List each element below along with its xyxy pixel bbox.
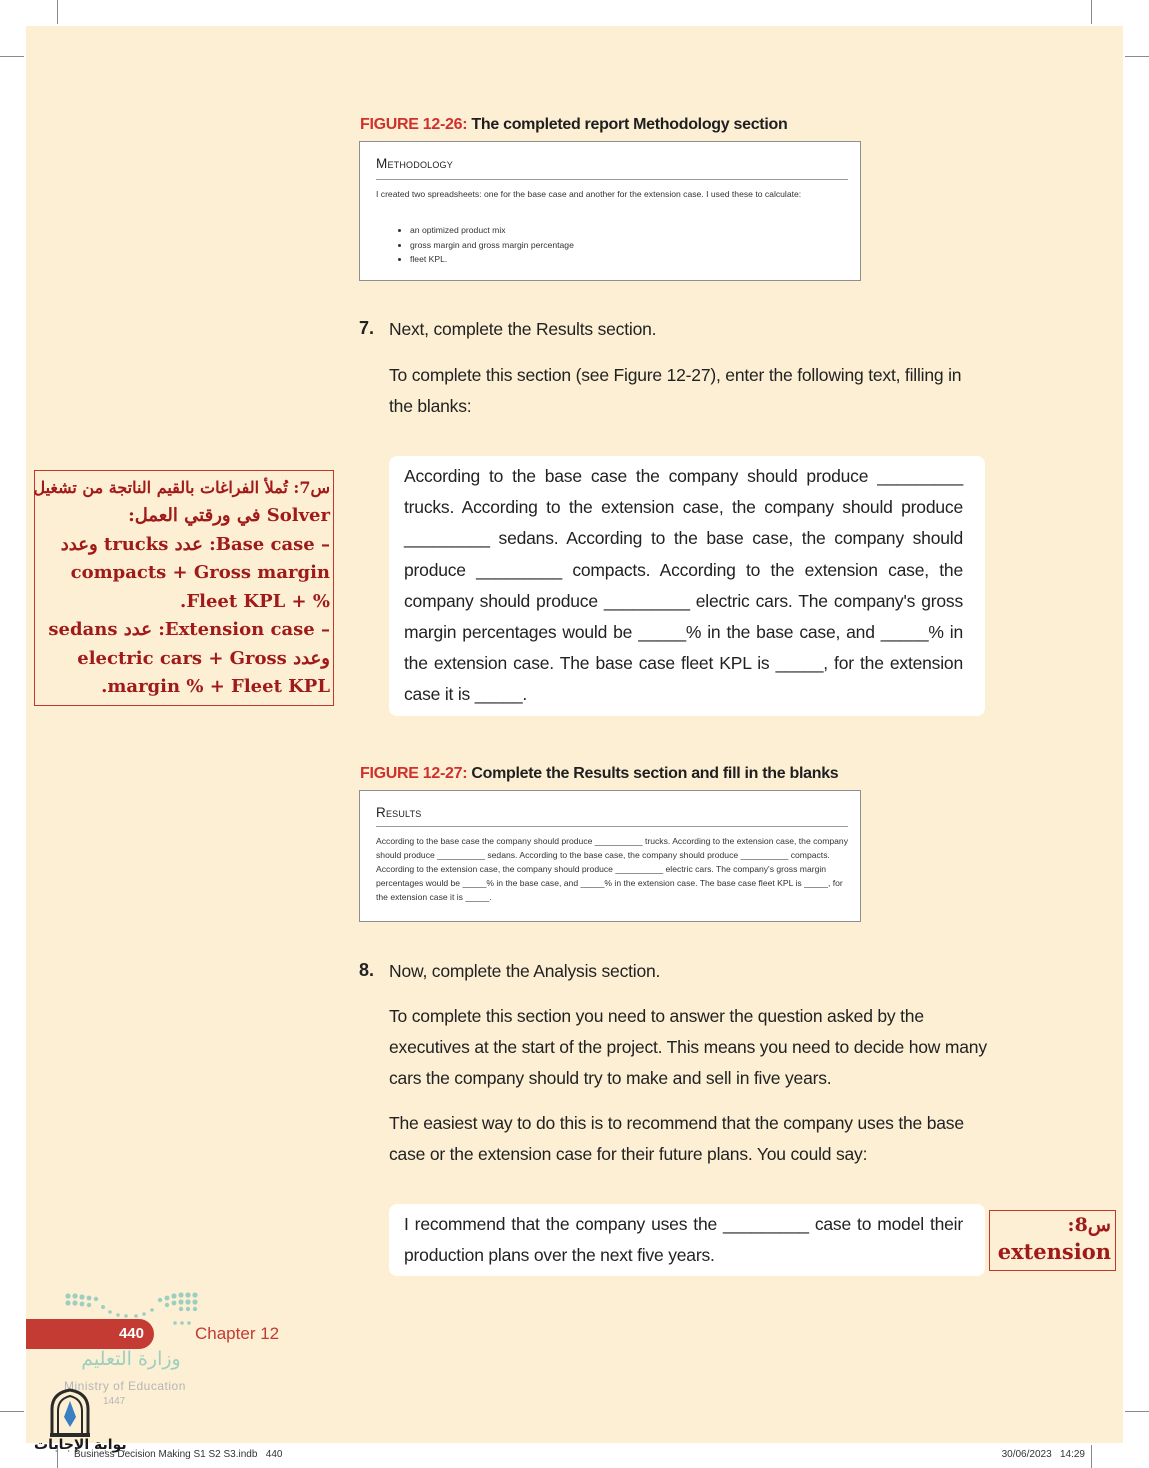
annotation-line: compacts + Gross margin bbox=[70, 562, 330, 583]
ministry-arabic-name: وزارة التعليم bbox=[81, 1348, 181, 1370]
figure-26-number: FIGURE 12-26: bbox=[360, 116, 468, 133]
ministry-year: 1447 bbox=[103, 1396, 126, 1407]
chapter-label: Chapter 12 bbox=[195, 1324, 280, 1343]
methodology-title: Methodology bbox=[376, 156, 453, 171]
annotation-line: Solver في ورقتي العمل: bbox=[128, 505, 330, 526]
ministry-english-name: Ministry of Education bbox=[64, 1379, 186, 1393]
results-figure bbox=[359, 790, 861, 922]
step-8-number: 8. bbox=[359, 960, 375, 980]
annotation-line: – Base case: عدد trucks وعدد bbox=[60, 533, 330, 555]
methodology-intro: I created two spreadsheets: one for the base case and another for the extension case. I used these to calculate: bbox=[376, 189, 802, 199]
crop-mark bbox=[1091, 0, 1092, 24]
crop-mark bbox=[1091, 1445, 1092, 1468]
annotation-line: % + Fleet KPL. bbox=[180, 590, 330, 612]
annotation-line: – Extension case: عدد sedans bbox=[48, 619, 330, 640]
list-item: • gross margin and gross margin percentage bbox=[410, 238, 574, 253]
annotation-line: margin % + Fleet KPL. bbox=[101, 676, 330, 697]
figure-26-caption bbox=[360, 116, 787, 134]
list-item: • an optimized product mix bbox=[410, 223, 574, 238]
list-item: • fleet KPL. bbox=[410, 252, 574, 267]
recommendation-panel bbox=[389, 1204, 985, 1276]
crop-mark bbox=[0, 1411, 24, 1412]
answer-annotation-8 bbox=[989, 1210, 1116, 1271]
results-fill-in-text: According to the base case the company should produce _________ trucks. According to the extension case, the company should produce _________ sedans. According to the base case, the company should produce _________ compacts. According to the extension case, the company should produce _________ electric cars. The company's gross margin percentages would be _____% in the base case, and _____% in the extension case. The base case fleet KPL is _____, for the extension case it is _____. bbox=[404, 466, 963, 705]
annotation-line: س7: تُملأ الفراغات بالقيم الناتجة من تشغيل bbox=[33, 478, 330, 497]
results-title: Results bbox=[376, 805, 422, 820]
figure-26-caption-text: The completed report Methodology section bbox=[471, 116, 788, 133]
divider bbox=[376, 826, 848, 827]
step-8-paragraph-1: To complete this section you need to answer the question asked by the executives at the start of the project. This means you need to decide how many cars the company should try to make and sell in five years. bbox=[389, 1006, 987, 1088]
print-file-name: Business Decision Making S1 S2 S3.indb 440 bbox=[74, 1449, 283, 1460]
crop-mark bbox=[57, 0, 58, 24]
print-timestamp: 30/06/2023 14:29 bbox=[1001, 1449, 1085, 1460]
step-7-number: 7. bbox=[359, 318, 375, 338]
crop-mark bbox=[0, 56, 24, 57]
watermark-text: بوابة الإجابات bbox=[34, 1437, 127, 1453]
results-text-panel bbox=[389, 456, 985, 716]
crop-mark bbox=[1125, 1411, 1149, 1412]
page-number-tab bbox=[26, 1319, 154, 1349]
figure-27-caption bbox=[360, 765, 838, 783]
step-8-heading: Now, complete the Analysis section. bbox=[389, 961, 661, 981]
annotation-line: وعدد electric cars + Gross bbox=[77, 647, 330, 669]
step-7-instruction: To complete this section (see Figure 12-27), enter the following text, filling in the blanks: bbox=[389, 365, 962, 416]
step-8-paragraph-2: The easiest way to do this is to recommend that the company uses the base case or the extension case for their future plans. You could say: bbox=[389, 1113, 964, 1164]
answer-annotation-7 bbox=[34, 470, 334, 706]
methodology-list bbox=[394, 223, 574, 267]
methodology-figure bbox=[359, 141, 861, 281]
results-figure-body: According to the base case the company should produce __________ trucks. According to the extension case, the company should produce __________ sedans. According to the base case, the company should produce __________ compacts. According to the extension case, the company should produce __________ electric cars. The company's gross margin percentages would be _____% in the base case, and _____% in the extension case. The base case fleet KPL is _____, for the extension case it is _____. bbox=[376, 836, 849, 902]
page-number: 440 bbox=[118, 1325, 144, 1342]
annotation-answer: extension bbox=[997, 1239, 1111, 1264]
step-7-heading: Next, complete the Results section. bbox=[389, 319, 657, 339]
annotation-label: س8: bbox=[1067, 1214, 1111, 1236]
figure-27-caption-text: Complete the Results section and fill in the blanks bbox=[471, 765, 839, 782]
recommendation-text: I recommend that the company uses the _________ case to model their production plans over the next five years. bbox=[404, 1214, 963, 1266]
figure-27-number: FIGURE 12-27: bbox=[360, 765, 468, 782]
emblem-icon bbox=[47, 1387, 93, 1439]
crop-mark bbox=[1125, 56, 1149, 57]
divider bbox=[376, 179, 848, 180]
